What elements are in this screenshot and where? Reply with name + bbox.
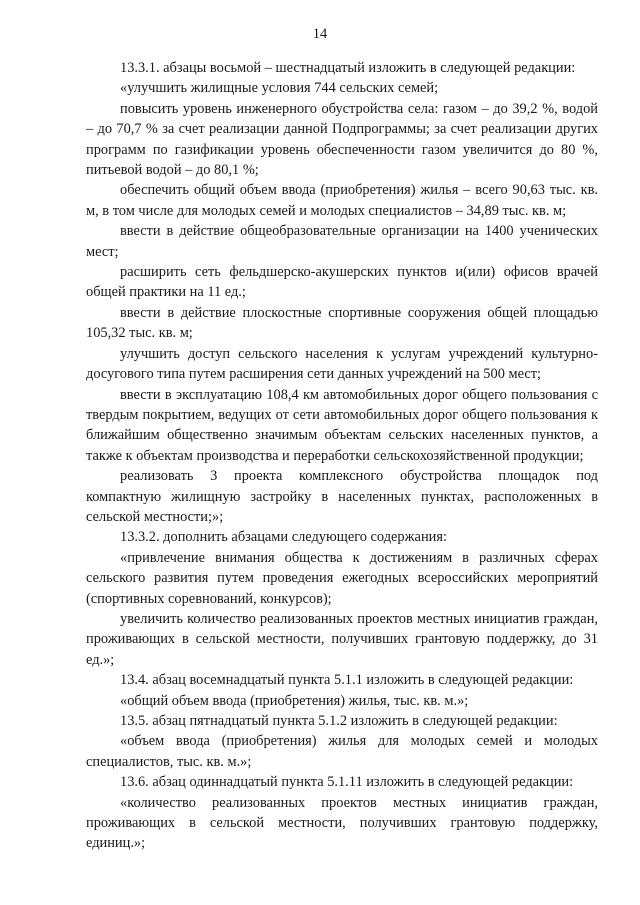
paragraph-young-families-housing: «объем ввода (приобретения) жилья для молодых семей и молодых специалистов, тыс. кв. м.»; bbox=[86, 733, 598, 770]
paragraph-housing-conditions: «улучшить жилищные условия 744 сельских семей; bbox=[120, 80, 439, 97]
page-number: 14 bbox=[312, 26, 328, 42]
paragraph-medical-points: расширить сеть фельдшерско-акушерских пунктов и(или) офисов врачей общей практики на 11 ед.; bbox=[86, 264, 598, 301]
paragraph-local-initiatives: увеличить количество реализованных проектов местных инициатив граждан, проживающих в сельской местности, получивших грантовую поддержку, до 31 ед.»; bbox=[86, 610, 598, 668]
paragraph-13-4: 13.4. абзац восемнадцатый пункта 5.1.1 изложить в следующей редакции: bbox=[120, 672, 574, 689]
paragraph-13-5: 13.5. абзац пятнадцатый пункта 5.1.2 изложить в следующей редакции: bbox=[120, 713, 558, 729]
paragraph-sports-facilities: ввести в действие плоскостные спортивные сооружения общей площадью 105,32 тыс. кв. м; bbox=[86, 304, 598, 342]
paragraph-schools: ввести в действие общеобразовательные организации на 1400 ученических мест; bbox=[86, 223, 598, 260]
paragraph-engineering-level: повысить уровень инженерного обустройства села: газом – до 39,2 %, водой – до 70,7 % за счет реализации данной Подпрограммы; за счет реализации других программ по газификации уровень обеспеченности газом увеличится до 80 %, питьевой водой – до 80,1 %; bbox=[86, 100, 598, 179]
paragraph-culture-access: улучшить доступ сельского населения к услугам учреждений культурно-досугового типа путем расширения сети данных учреждений на 500 мест; bbox=[86, 345, 598, 383]
paragraph-13-6: 13.6. абзац одиннадцатый пункта 5.1.11 изложить в следующей редакции: bbox=[120, 774, 574, 791]
paragraph-initiatives-count: «количество реализованных проектов местных инициатив граждан, проживающих в сельской местности, получивших грантовую поддержку, единиц.»; bbox=[86, 794, 598, 852]
paragraph-13-3-1: 13.3.1. абзацы восьмой – шестнадцатый изложить в следующей редакции: bbox=[120, 60, 576, 76]
document-body bbox=[86, 58, 598, 854]
paragraph-housing-total: «общий объем ввода (приобретения) жилья, тыс. кв. м.»; bbox=[120, 692, 469, 709]
paragraph-compact-housing: реализовать 3 проекта комплексного обустройства площадок под компактную жилищную застройку в населенных пунктах, расположенных в сельской местности;»; bbox=[86, 468, 598, 525]
paragraph-housing-volume: обеспечить общий объем ввода (приобретения) жилья – всего 90,63 тыс. кв. м, в том числе для молодых семей и молодых специалистов – 34,89 тыс. кв. м; bbox=[86, 182, 598, 219]
paragraph-public-attention: «привлечение внимания общества к достижениям в различных сферах сельского развития путем проведения ежегодных всероссийских мероприятий (спортивных соревнований, конкурсов); bbox=[86, 549, 598, 607]
paragraph-roads: ввести в эксплуатацию 108,4 км автомобильных дорог общего пользования с твердым покрытием, ведущих от сети автомобильных дорог общего пользования к ближайшим общественно значимым объектам сельских населенных пунктов, а также к объектам производства и переработки сельскохозяйственной продукции; bbox=[86, 386, 598, 464]
paragraph-13-3-2: 13.3.2. дополнить абзацами следующего содержания: bbox=[120, 529, 447, 546]
